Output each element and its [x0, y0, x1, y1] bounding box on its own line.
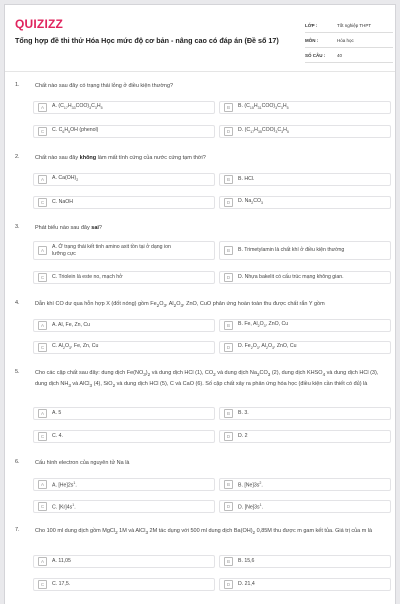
meta-label: MÔN : [305, 37, 319, 43]
question-number: 4. [15, 300, 20, 306]
option-text: D. $Na_2CO_3$ [238, 198, 264, 206]
option-letter-box: D [224, 502, 233, 511]
option-letter-box: B [224, 409, 233, 418]
option-text: A. $[He]2s^1$. [52, 480, 77, 489]
question-number: 3. [15, 224, 20, 230]
option-text: B. HCl. [238, 176, 255, 183]
answer-option-c[interactable] [33, 125, 215, 138]
option-text: A. $(C_{17}H_{33}COO)_3C_3H_5$ [52, 103, 103, 111]
answer-option-a[interactable] [33, 173, 215, 186]
option-letter-box: D [224, 343, 233, 352]
answer-option-d[interactable] [219, 125, 391, 138]
option-letter-box: D [224, 127, 233, 136]
answer-option-b[interactable] [219, 555, 391, 568]
option-letter-box: D [224, 580, 233, 589]
answer-option-b[interactable] [219, 407, 391, 420]
answer-option-a[interactable] [33, 407, 215, 420]
option-text: C. $[Kr]4s^1$. [52, 502, 76, 511]
option-letter-box: D [224, 432, 233, 441]
answer-option-b[interactable] [219, 319, 391, 332]
question-emphasis: không [79, 155, 97, 161]
option-text: C. 17,5. [52, 581, 71, 588]
question-text: Dẫn khí CO dư qua hỗn hợp X (đốt nóng) gồm $Fe_2O_3$, $Al_2O_3$, ZnO, CuO phản ứng hoàn toàn thu được chất rắn Y gồm [35, 301, 325, 309]
option-text: B. Trimetylamin là chất khí ở điều kiện thường [238, 247, 345, 254]
option-letter-box: C [38, 502, 47, 511]
option-text: B. 15,6 [238, 558, 255, 565]
answer-option-a[interactable] [33, 319, 215, 332]
option-text: D. 21,4 [238, 581, 255, 588]
meta-row-subject [305, 33, 393, 48]
option-text: B. Fe, $Al_2O_3$, ZnO, Cu [238, 321, 289, 329]
question-text-part: ? [98, 225, 102, 231]
answer-option-a[interactable] [33, 555, 215, 568]
option-letter-box: A [38, 246, 47, 255]
meta-value: Tốt nghiệp THPT [337, 22, 372, 28]
page-title: Tổng hợp đề thi thử Hóa Học mức độ cơ bản - nâng cao có đáp án (Đề số 17) [15, 36, 279, 45]
option-letter-box: B [224, 103, 233, 112]
worksheet-meta [305, 18, 393, 63]
answer-option-c[interactable] [33, 341, 215, 354]
question-number: 6. [15, 459, 20, 465]
option-text: B. 3. [238, 410, 249, 417]
question-text: Cho 100 ml dung dịch gồm MgCl$_2$ 1M và AlCl$_3$ 2M tác dụng với 500 ml dung dịch $Ba(OH)_2$ 0,85M thu được m gam kết tủa. Giá trị của m là [35, 528, 373, 536]
answer-option-c[interactable] [33, 196, 215, 209]
question-number: 1. [15, 82, 20, 88]
option-letter-box: D [224, 198, 233, 207]
meta-value: Hóa học [337, 37, 354, 43]
option-text: A. $Ca(OH)_2$ [52, 175, 79, 183]
meta-value: 40 [337, 52, 343, 58]
option-text: D. $[Ne]3s^1$. [238, 502, 264, 511]
quizizz-logo: QUIZIZZ [15, 17, 64, 31]
option-text: A. Ở trạng thái kết tinh amino axit tồn tại ở dạng ion lưỡng cực [52, 244, 171, 257]
option-letter-box: A [38, 321, 47, 330]
option-letter-box: C [38, 273, 47, 282]
meta-label: SỐ CÂU : [305, 52, 326, 58]
worksheet-page [4, 4, 396, 604]
option-text: A. 5 [52, 410, 62, 417]
option-letter-box: C [38, 432, 47, 441]
option-letter-box: B [224, 557, 233, 566]
option-text: A. 11,05 [52, 558, 71, 565]
answer-option-c[interactable] [33, 578, 215, 591]
answer-option-c[interactable] [33, 430, 215, 443]
answer-option-d[interactable] [219, 500, 391, 513]
meta-row-question-count [305, 48, 393, 63]
answer-option-b[interactable] [219, 241, 391, 260]
option-letter-box: C [38, 198, 47, 207]
answer-option-c[interactable] [33, 500, 215, 513]
question-text: Cấu hình electron của nguyên tử Na là [35, 460, 130, 466]
option-letter-box: C [38, 580, 47, 589]
question-text-part: Chất nào sau đây [35, 155, 80, 161]
option-text: C. 4. [52, 433, 63, 440]
option-text: D. $(C_{17}H_{35}COO)_3C_3H_5$ [238, 127, 289, 135]
option-text: A. Al, Fe, Zn, Cu [52, 322, 91, 329]
question-number: 5. [15, 369, 20, 375]
option-text: D. Nhựa bakelit có cấu trúc mạng không gian. [238, 274, 344, 281]
answer-option-b[interactable] [219, 478, 391, 491]
answer-option-d[interactable] [219, 196, 391, 209]
option-letter-box: C [38, 343, 47, 352]
question-number: 2. [15, 154, 20, 160]
meta-label: LỚP : [305, 22, 318, 28]
option-text: D. $Fe_2O_3$, $Al_2O_3$, ZnO, Cu [238, 343, 297, 351]
option-text: B. $(C_{15}H_{31}COO)_3C_3H_5$ [238, 103, 289, 111]
question-text [35, 154, 391, 163]
option-text: C. Triolein là este no, mạch hở [52, 274, 123, 281]
option-letter-box: B [224, 175, 233, 184]
option-letter-box: A [38, 103, 47, 112]
answer-option-a[interactable] [33, 101, 215, 114]
option-text: C. $Al_2O_3$, Fe, Zn, Cu [52, 343, 99, 351]
question-text-part: làm mất tính cứng của nước cứng tạm thời? [96, 155, 206, 161]
answer-option-b[interactable] [219, 173, 391, 186]
question-text [35, 224, 391, 233]
answer-option-c[interactable] [33, 271, 215, 284]
answer-option-d[interactable] [219, 341, 391, 354]
question-text: Cho các cặp chất sau đây: dung dịch $Fe(NO_3)_2$ và dung dịch HCl (1), $CO_2$ và dung dịch $Na_2CO_3$ (2), dung dịch $KHSO_4$ và dung dịch HCl (3), dung dịch $NH_3$ và AlCl$_3$ (4), SiO$_2$ và dung dịch HCl (5), C và CaO (6). Số cặp chất xảy ra phản ứng hóa học (điều kiện cần thiết có đủ) là [35, 370, 379, 388]
header-divider [5, 71, 395, 72]
question-emphasis: sai [91, 225, 99, 231]
answer-option-b[interactable] [219, 101, 391, 114]
option-letter-box: A [38, 409, 47, 418]
option-letter-box: A [38, 175, 47, 184]
option-text: B. $[Ne]3s^2$. [238, 480, 263, 489]
option-letter-box: A [38, 557, 47, 566]
option-letter-box: B [224, 321, 233, 330]
option-text: D. 2 [238, 433, 248, 440]
option-letter-box: B [224, 480, 233, 489]
option-letter-box: D [224, 273, 233, 282]
meta-row-class [305, 18, 393, 33]
question-text: Chất nào sau đây có trạng thái lỏng ở điều kiện thường? [35, 83, 174, 89]
question-text-part: Phát biểu nào sau đây [35, 225, 92, 231]
question-number: 7. [15, 527, 20, 533]
answer-option-d[interactable] [219, 271, 391, 284]
option-text: C. NaOH [52, 199, 74, 206]
option-letter-box: A [38, 480, 47, 489]
option-text: C. $C_6H_5OH$ (phenol) [52, 127, 99, 135]
answer-option-d[interactable] [219, 578, 391, 591]
option-letter-box: B [224, 246, 233, 255]
option-letter-box: C [38, 127, 47, 136]
answer-option-a[interactable] [33, 241, 215, 260]
answer-option-d[interactable] [219, 430, 391, 443]
answer-option-a[interactable] [33, 478, 215, 491]
